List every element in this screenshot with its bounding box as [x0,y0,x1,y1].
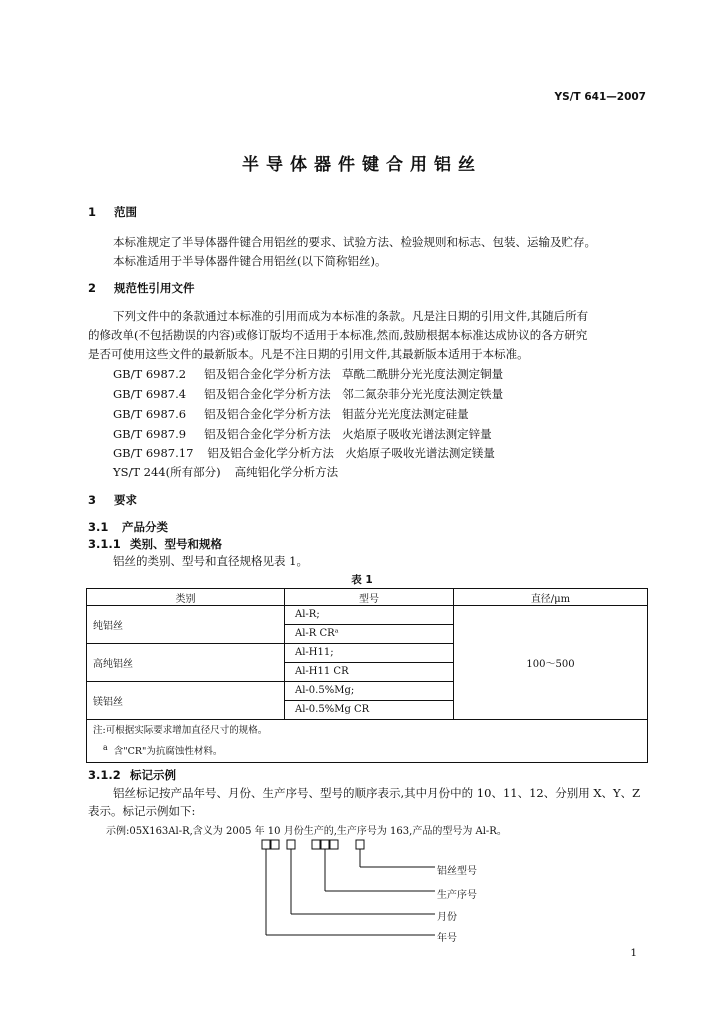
reference-desc: 铝及铝合金化学分析方法 火焰原子吸收光谱法测定锌量 [204,427,492,441]
year-box [262,840,270,849]
model-box [356,840,364,849]
label-month: 月份 [437,912,457,923]
paragraph: 本标准适用于半导体器件键合用铝丝(以下简称铝丝)。 [113,254,387,268]
reference-code: GB/T 6987.4 [113,387,187,401]
table-1 [86,588,648,763]
reference-code: GB/T 6987.6 [113,407,187,421]
model-cell [285,606,454,644]
reference-item [113,426,492,442]
subsection-number: 3.1.1 [88,537,121,551]
document-title: 半导体器件键合用铝丝 [242,155,482,175]
category-cell: 镁铝丝 [87,682,285,720]
section-number: 3 [88,493,97,507]
section-title: 范围 [114,205,137,219]
reference-item [113,445,495,461]
reference-code: GB/T 6987.9 [113,427,187,441]
subsection-number: 3.1.2 [88,768,121,782]
table-note: 注:可根据实际要求增加直径尺寸的规格。 [93,725,268,736]
model-value: Al-H11; [285,644,453,663]
page-number: 1 [630,947,637,959]
reference-desc: 铝及铝合金化学分析方法 火焰原子吸收光谱法测定镁量 [207,446,495,460]
subsection-title: 产品分类 [122,520,168,534]
table-header-row [87,589,648,606]
subsection-3-1-heading [88,519,168,535]
model-cell [285,682,454,720]
reference-desc: 铝及铝合金化学分析方法 钼蓝分光光度法测定硅量 [204,407,469,421]
serial-box [321,840,329,849]
category-cell: 高纯铝丝 [87,644,285,682]
reference-desc: 铝及铝合金化学分析方法 邻二氮杂菲分光光度法测定铁量 [204,387,504,401]
table-caption: 表 1 [351,574,373,586]
reference-item [113,366,503,382]
reference-desc: 铝及铝合金化学分析方法 草酰二酰肼分光光度法测定铜量 [204,367,504,381]
model-value: Al-0.5%Mg CR [295,704,370,715]
paragraph: 铝丝的类别、型号和直径规格见表 1。 [113,554,308,568]
table-row [87,606,648,644]
paragraph: 本标准规定了半导体器件键合用铝丝的要求、试验方法、检验规则和标志、包装、运输及贮存。 [113,235,596,249]
paragraph-line: 表示。标记示例如下: [88,804,196,818]
label-serial: 生产序号 [437,890,477,901]
section-2-heading [88,280,195,296]
model-cell [285,644,454,682]
month-box [287,840,295,849]
model-value: Al-0.5%Mg; [285,682,453,701]
reference-desc: 高纯铝化学分析方法 [234,465,339,479]
reference-code: GB/T 6987.17 [113,446,194,460]
diameter-cell: 100～500 [454,606,648,720]
header-category: 类别 [87,589,285,606]
reference-code: GB/T 6987.2 [113,367,187,381]
footnote-marker: a [103,743,108,752]
marking-example: 示例:05X163Al-R,含义为 2005 年 10 月份生产的,生产序号为 163,产品的型号为 Al-R。 [106,826,507,837]
table-notes [87,720,648,763]
section-number: 2 [88,281,97,295]
category-cell: 纯铝丝 [87,606,285,644]
reference-item [113,386,503,402]
subsection-3-1-1-heading [88,536,222,552]
section-number: 1 [88,205,97,219]
subsection-number: 3.1 [88,520,109,534]
model-value: Al-R CRᵃ [295,628,339,639]
label-model: 铝丝型号 [437,866,477,877]
paragraph-line: 铝丝标记按产品年号、月份、生产序号、型号的顺序表示,其中月份中的 10、11、12、分别用 X、Y、Z [113,786,641,800]
serial-box [312,840,320,849]
subsection-title: 类别、型号和规格 [130,537,222,551]
standard-code: YS/T 641—2007 [554,91,646,103]
table-footnote [93,739,641,760]
reference-item [113,406,469,422]
model-value: Al-R; [285,606,453,625]
label-year: 年号 [437,933,457,944]
footnote-text: 含"CR"为抗腐蚀性材料。 [113,746,223,758]
section-title: 要求 [114,493,137,507]
reference-code: YS/T 244(所有部分) [113,465,221,479]
section-title: 规范性引用文件 [114,281,195,295]
model-value: Al-H11 CR [295,666,349,677]
reference-item [113,464,338,480]
subsection-title: 标记示例 [130,768,176,782]
table-notes-row [87,720,648,763]
section-1-heading [88,204,137,220]
header-diameter: 直径/μm [454,589,648,606]
year-box [271,840,279,849]
paragraph-line: 是否可使用这些文件的最新版本。凡是不注日期的引用文件,其最新版本适用于本标准。 [88,347,529,361]
section-3-heading [88,492,137,508]
subsection-3-1-2-heading [88,767,176,783]
serial-box [330,840,338,849]
paragraph-line: 的修改单(不包括勘误的内容)或修订版均不适用于本标准,然而,鼓励根据本标准达成协议的各方研究 [88,328,588,342]
header-model: 型号 [285,589,454,606]
paragraph-line: 下列文件中的条款通过本标准的引用而成为本标准的条款。凡是注日期的引用文件,其随后所有 [113,309,589,323]
